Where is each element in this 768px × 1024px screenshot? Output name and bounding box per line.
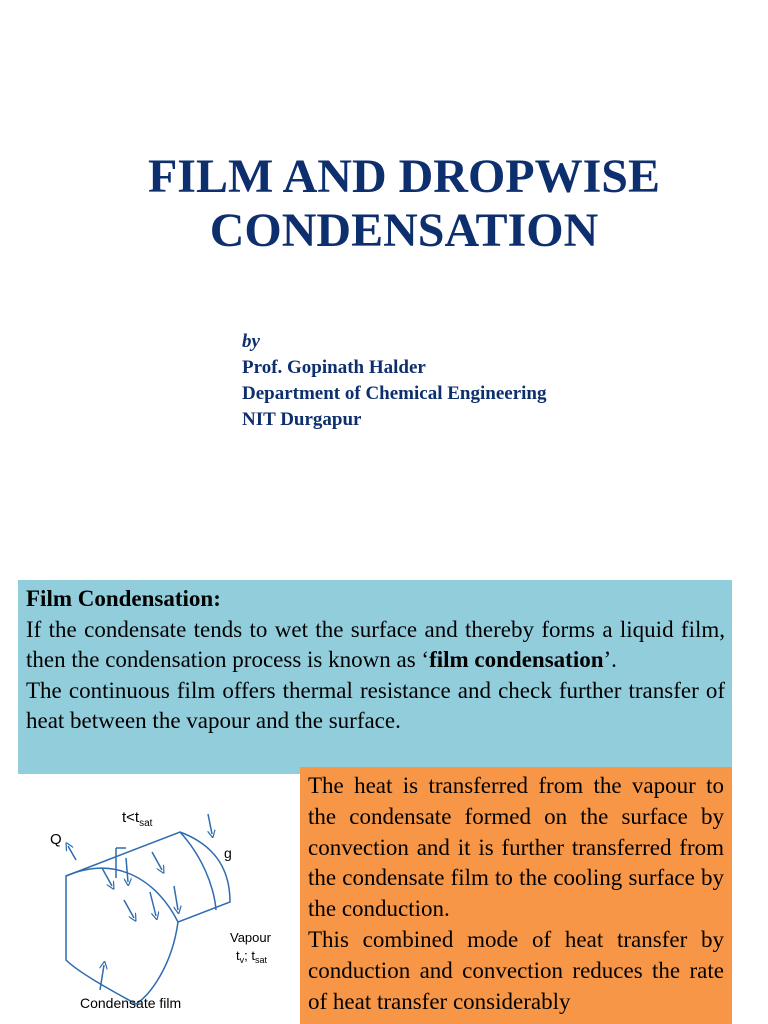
title-line-1: FILM AND DROPWISE [147,150,661,203]
vapour-temp-label: $t_v$; $t_{sat}$ [236,948,267,965]
condensate-film-label: Condensate film [80,995,182,1011]
gravity-label: g [224,845,232,861]
heat-q-label: Q [50,831,62,848]
author-institute: NIT Durgapur [242,409,362,430]
heat-transfer-paragraph-1: The heat is transferred from the vapour to the condensate formed on the surface by convection and it is further transferred from the condensate film to the cooling surface by the conduction. [308,773,724,922]
heat-transfer-box [300,767,732,1024]
definition-term: film condensation [429,647,604,673]
slide-title [0,150,768,258]
gravity-arrow [208,814,212,834]
definition-text: If the condensate tends to wet the surface and thereby forms a liquid film, then the condensation process is known as ‘ [26,616,725,673]
author-department: Department of Chemical Engineering [242,383,547,404]
vapour-label: Vapour [230,930,271,945]
film-condensation-definition [26,615,725,676]
condensation-arrow-1 [102,868,112,886]
author-block [242,329,546,433]
condensation-arrow-3 [152,852,162,870]
heat-transfer-paragraph-2: This combined mode of heat transfer by conduction and convection reduces the rate of heat transfer considerably [308,926,724,1014]
author-by: by [242,331,260,352]
wall-edge [180,832,216,910]
definition-end: ’. [603,647,617,673]
film-outline [66,868,178,922]
film-condensation-heading: Film Condensation: [26,586,221,611]
condensation-arrow-5 [150,892,156,916]
surface-outline [66,832,230,1004]
condensation-arrow-4 [124,900,134,918]
author-name: Prof. Gopinath Halder [242,357,426,378]
condensation-arrow-2 [126,858,128,882]
film-condensation-diagram [18,790,298,1024]
surface-temp-label: $t<t_{sat}$ [122,809,153,829]
film-resistance-text: The continuous film offers thermal resistance and check further transfer of heat between the vapour and the surface. [26,677,725,734]
title-line-2: CONDENSATION [209,204,599,257]
film-condensation-box [18,580,732,774]
condensation-arrow-6 [174,886,178,910]
heat-flow-arrow [68,846,76,860]
